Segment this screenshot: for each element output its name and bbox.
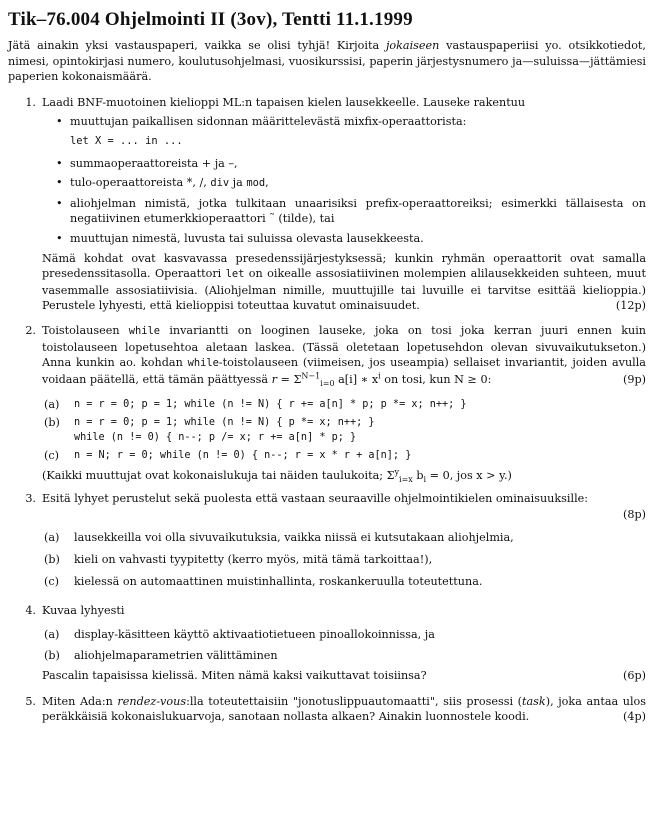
q2-options — [42, 397, 646, 463]
question-3 — [8, 491, 646, 593]
list-item: (b) kieli on vahvasti tyypitetty (kerro myös, mitä tämä tarkoittaa!), — [44, 553, 433, 567]
question-1 — [8, 95, 646, 314]
exam-title: Tik–76.004 Ohjelmointi II (3ov), Tentti 11.1.1999 — [8, 9, 413, 30]
list-item: (a) lausekkeilla voi olla sivuvaikutuksia, vaikka niissä ei kutsutakaan aliohjelmia, — [44, 531, 514, 545]
q2-text: Toistolauseen while invariantti on looginen lauseke, joka on tosi joka kerran juuri ennen kuin toistolauseen lopetusehtoa aletaan laskea. (Tässä oletetaan lopetusehdon olevan sivuvaikutukseton.) Anna kunkin ao. kohdan while-toistolauseen (viimeisen, jos useampia) sellaiset invariantit, joiden avulla voidaan päätellä, että tämän päättyessä $r = \Sigma^{N-1}_{i=0}$ a[i] ∗ $x^i$ on tosi, kun N ≥ 0: (9p) — [42, 323, 646, 388]
list-item: (a) n = r = 0; p = 1; while (n != N) { r += a[n] * p; p *= x; n++; } — [42, 397, 646, 413]
points-badge: (8p) — [622, 507, 646, 521]
q5-text: Miten Ada:n rendez-vous:lla toteutettaisiin "jonotuslippuautomaatti", siis prosessi (task), joka antaa ulos peräkkäisiä kokonaislukuarvoja, sanotaan nollasta alkaen? Ainakin luonnostele koodi. (4p) — [42, 694, 647, 724]
points-badge: (9p) — [622, 372, 646, 386]
code-snippet: while (n != 0) { n--; p /= x; r += a[n] * p; } — [74, 432, 357, 444]
question-number: 4. — [25, 604, 36, 618]
question-number: 5. — [25, 694, 36, 708]
list-item: • muuttujan paikallisen sidonnan määrittelevästä mixfix-operaattorista: let X = ... in ... — [70, 114, 646, 149]
list-item: (b) aliohjelmaparametrien välittäminen — [44, 649, 278, 663]
q1-lead: Laadi BNF-muotoinen kielioppi ML:n tapaisen kielen lausekkeelle. Lauseke rakentuu — [42, 95, 526, 109]
q1-bullet-list — [42, 114, 646, 246]
question-2 — [8, 323, 646, 483]
question-5 — [8, 694, 646, 725]
list-item: • summaoperaattoreista + ja –, — [70, 156, 646, 172]
question-number: 3. — [25, 492, 36, 506]
list-item: (b) n = r = 0; p = 1; while (n != N) { p *= x; n++; } while (n != 0) { n--; p /= x; r += a[n] * p; } — [42, 415, 646, 446]
intro-text-2: vastauspaperiisi yo. otsikkotiedot, nimesi, opintokirjasi numero, koulutusohjelmasi, vuosikurssisi, paperin järjestysnumero ja—suluissa—jättämiesi paperien kokonaismäärä. — [8, 39, 646, 84]
intro-text-1: Jätä ainakin yksi vastauspaperi, vaikka se olisi tyhjä! Kirjoita — [8, 39, 386, 52]
q4-options — [42, 627, 646, 664]
intro-emphasis: jokaiseen — [385, 39, 440, 52]
list-item: (a) display-käsitteen käyttö aktivaatiotietueen pinoallokoinnissa, ja — [44, 627, 435, 641]
list-item: (c) kielessä on automaattinen muistinhallinta, roskankeruulla toteutettuna. — [44, 574, 483, 588]
code-snippet: n = r = 0; p = 1; while (n != N) { p *= x; n++; } — [74, 416, 375, 428]
points-badge: (12p) — [615, 299, 646, 313]
exam-instructions — [8, 38, 646, 85]
q2-note: (Kaikki muuttujat ovat kokonaislukuja tai näiden taulukoita; $\Sigma^y_{i=x}$ $b_i = 0$, jos x > y.) — [42, 466, 512, 484]
question-number: 1. — [25, 95, 36, 109]
list-item: • muuttujan nimestä, luvusta tai suluissa olevasta lausekkeesta. — [70, 231, 646, 247]
sum-formula: $r = \Sigma^{N-1}_{i=0}$ a[i] ∗ $x^i$ — [271, 370, 381, 388]
q4-lead: Kuvaa lyhyesti — [42, 604, 125, 618]
question-4 — [8, 603, 646, 683]
q3-lead: Esitä lyhyet perustelut sekä puolesta että vastaan seuraaville ohjelmointikielen ominaisuuksille: — [42, 492, 589, 506]
list-item: • tulo-operaattoreista *, /, div ja mod, — [70, 175, 646, 192]
q1-paragraph: Nämä kohdat ovat kasvavassa presedenssijärjestyksessä; kunkin ryhmän operaattorit ovat samalla presedenssitasolla. Operaattori let on oikealle assosiatiivinen molempien alilausekkeiden suhteen, muut vasemmalle assosiatiivisia. (Aliohjelman nimille, muuttujille tai luvuille ei tarvitse esittää kielioppia.) Perustele lyhyesti, että kielioppisi toteuttaa kuvatut ominaisuudet. (12p) — [42, 251, 646, 313]
question-number: 2. — [25, 323, 36, 337]
points-badge: (4p) — [622, 710, 646, 724]
q3-options — [42, 530, 646, 589]
code-snippet: n = r = 0; p = 1; while (n != N) { r += a[n] * p; p *= x; n++; } — [74, 399, 467, 411]
points-badge: (6p) — [622, 669, 646, 682]
list-item: • aliohjelman nimistä, jotka tulkitaan unaarisiksi prefix-operaattoreiksi; esimerkki tällaisesta on negatiivinen etumerkkioperaattori ˜ (tilde), tai — [70, 196, 646, 227]
list-item: (c) n = N; r = 0; while (n != 0) { n--; r = x * r + a[n]; } — [42, 448, 646, 464]
code-snippet: n = N; r = 0; while (n != 0) { n--; r = x * r + a[n]; } — [74, 450, 412, 462]
code-snippet: let X = ... in ... — [70, 134, 183, 147]
q4-tail: Pascalin tapaisissa kielissä. Miten nämä kaksi vaikuttavat toisiinsa? (6p) — [42, 669, 646, 682]
